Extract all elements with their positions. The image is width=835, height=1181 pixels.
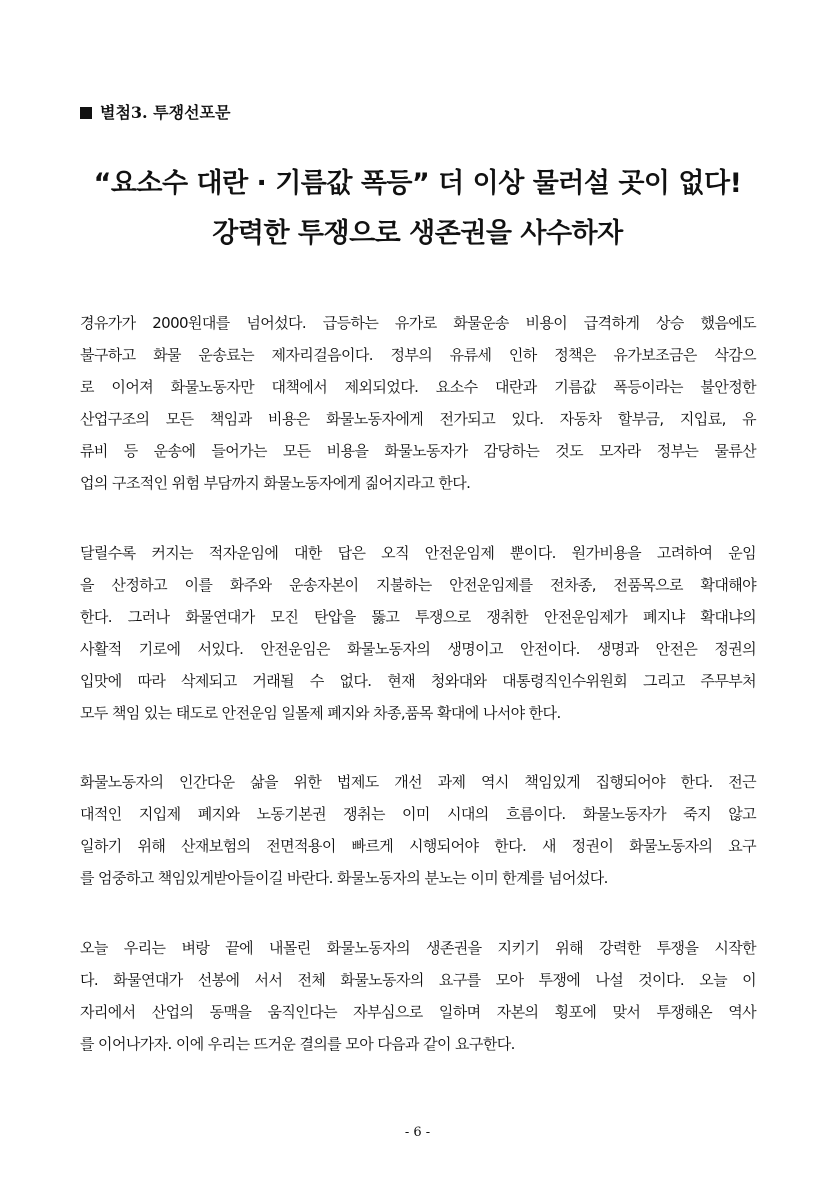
paragraph-line: 화물노동자의 인간다운 삶을 위한 법제도 개선 과제 역시 책임있게 집행되어야 한다. 전근 — [80, 773, 756, 791]
paragraph-line: 산업구조의 모든 책임과 비용은 화물노동자에게 전가되고 있다. 자동차 할부금, 지입료, 유 — [80, 410, 756, 428]
paragraph-2 — [80, 537, 756, 729]
paragraph-line: 를 이어나가자. 이에 우리는 뜨거운 결의를 모아 다음과 같이 요구한다. — [80, 1035, 515, 1053]
paragraph-line: 대적인 지입제 폐지와 노동기본권 쟁취는 이미 시대의 흐름이다. 화물노동자가 죽지 않고 — [80, 805, 756, 823]
paragraph-line: 입맛에 따라 삭제되고 거래될 수 없다. 현재 청와대와 대통령직인수위원회 그리고 주무부처 — [80, 672, 756, 690]
black-square-icon — [80, 107, 92, 119]
headline-line-2: 강력한 투쟁으로 생존권을 사수하자 — [212, 218, 623, 249]
attachment-label: 별첨3. 투쟁선포문 — [100, 103, 231, 122]
paragraph-line: 달릴수록 커지는 적자운임에 대한 답은 오직 안전운임제 뿐이다. 원가비용을 고려하여 운임 — [80, 544, 756, 562]
paragraph-3 — [80, 766, 756, 894]
paragraph-line: 다. 화물연대가 선봉에 서서 전체 화물노동자의 요구를 모아 투쟁에 나설 것이다. 오늘 이 — [80, 971, 756, 989]
paragraph-line: 류비 등 운송에 들어가는 모든 비용을 화물노동자가 감당하는 것도 모자라 정부는 물류산 — [80, 442, 756, 460]
paragraph-line: 오늘 우리는 벼랑 끝에 내몰린 화물노동자의 생존권을 지키기 위해 강력한 투쟁을 시작한 — [80, 939, 756, 957]
paragraph-line: 사활적 기로에 서있다. 안전운임은 화물노동자의 생명이고 안전이다. 생명과 안전은 정권의 — [80, 640, 756, 658]
paragraph-line: 모두 책임 있는 태도로 안전운임 일몰제 폐지와 차종,품목 확대에 나서야 한다. — [80, 704, 561, 722]
paragraph-line: 업의 구조적인 위험 부담까지 화물노동자에게 짊어지라고 한다. — [80, 474, 471, 492]
paragraph-1 — [80, 307, 756, 499]
attachment-heading — [80, 101, 230, 125]
paragraph-line: 한다. 그러나 화물연대가 모진 탄압을 뚫고 투쟁으로 쟁취한 안전운임제가 폐지냐 확대냐의 — [80, 608, 756, 626]
page-number: - 6 - — [404, 1125, 431, 1140]
paragraph-line: 불구하고 화물 운송료는 제자리걸음이다. 정부의 유류세 인하 정책은 유가보조금은 삭감으 — [80, 346, 756, 364]
paragraph-line: 경유가가 2000원대를 넘어섰다. 급등하는 유가로 화물운송 비용이 급격하게 상승 했음에도 — [80, 314, 756, 332]
paragraph-line: 로 이어져 화물노동자만 대책에서 제외되었다. 요소수 대란과 기름값 폭등이라는 불안정한 — [80, 378, 756, 396]
paragraph-line: 를 엄중하고 책임있게받아들이길 바란다. 화물노동자의 분노는 이미 한계를 넘어섰다. — [80, 869, 608, 887]
paragraph-line: 일하기 위해 산재보험의 전면적용이 빠르게 시행되어야 한다. 새 정권이 화물노동자의 요구 — [80, 837, 756, 855]
paragraph-4 — [80, 932, 756, 1060]
headline-line-1: “요소수 대란 · 기름값 폭등” 더 이상 물러설 곳이 없다! — [93, 168, 742, 199]
paragraph-line: 을 산정하고 이를 화주와 운송자본이 지불하는 안전운임제를 전차종, 전품목으로 확대해야 — [80, 576, 756, 594]
paragraph-line: 자리에서 산업의 동맥을 움직인다는 자부심으로 일하며 자본의 횡포에 맞서 투쟁해온 역사 — [80, 1003, 756, 1021]
